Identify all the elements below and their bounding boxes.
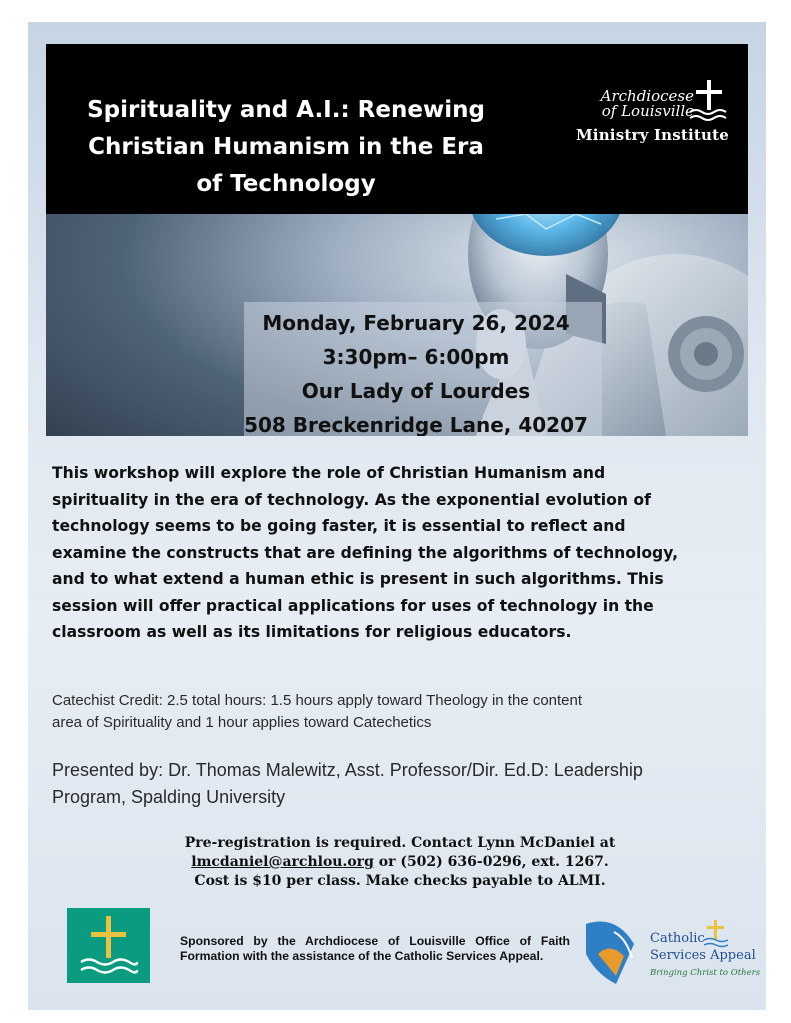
workshop-description xyxy=(52,460,742,646)
presenter-info xyxy=(52,757,752,811)
event-time: 3:30pm– 6:00pm xyxy=(322,345,510,369)
description-line: examine the constructs that are defining the algorithms of technology, xyxy=(52,543,679,562)
catechist-credit xyxy=(52,690,742,734)
contact-email-link[interactable]: lmcdaniel@archlou.org xyxy=(191,854,374,870)
logo-text-louisville: of Louisville xyxy=(601,102,694,120)
cross-icon xyxy=(688,78,732,124)
csa-name-line1: Catholic xyxy=(650,931,705,946)
title-line: of Technology xyxy=(196,171,376,197)
ministry-institute-logo xyxy=(574,78,744,148)
event-address: 508 Breckenridge Lane, 40207 xyxy=(244,413,588,436)
contact-phone: or (502) 636-0296, ext. 1267. xyxy=(373,854,609,870)
event-date: Monday, February 26, 2024 xyxy=(262,311,570,335)
green-cross-icon xyxy=(67,908,150,983)
event-place: Our Lady of Lourdes xyxy=(301,379,531,403)
description-line: classroom as well as its limitations for religious educators. xyxy=(52,623,572,641)
registration-line: Pre-registration is required. Contact Lynn McDaniel at xyxy=(184,835,616,851)
title-line: Christian Humanism in the Era xyxy=(88,134,484,160)
hero-image xyxy=(46,44,748,436)
registration-contact xyxy=(130,853,670,872)
title-line: Spirituality and A.I.: Renewing xyxy=(87,97,485,123)
event-details xyxy=(236,306,596,436)
credit-line: Catechist Credit: 2.5 total hours: 1.5 hours apply toward Theology in the content xyxy=(52,692,583,709)
csa-tagline: Bringing Christ to Others xyxy=(650,968,761,978)
sponsor-statement: Sponsored by the Archdiocese of Louisville Office of Faith Formation with the assistance of the Catholic Services Appeal. xyxy=(180,934,570,963)
description-line: This workshop will explore the role of Christian Humanism and xyxy=(52,464,606,482)
event-title xyxy=(66,92,506,203)
description-line: and to what extend a human ethic is present in such algorithms. This xyxy=(52,570,664,588)
logo-text-ministry: Ministry Institute xyxy=(576,126,730,144)
description-line: spirituality in the era of technology. As the exponential evolution of xyxy=(52,490,651,509)
registration-info xyxy=(130,834,670,891)
presenter-line: Presented by: Dr. Thomas Malewitz, Asst. Professor/Dir. Ed.D: Leadership xyxy=(52,760,643,780)
presenter-line: Program, Spalding University xyxy=(52,787,286,807)
credit-line: area of Spirituality and 1 hour applies toward Catechetics xyxy=(52,714,432,731)
registration-cost: Cost is $10 per class. Make checks payable to ALMI. xyxy=(194,873,606,889)
faith-formation-logo xyxy=(67,908,150,983)
logo-text-archdiocese: Archdiocese xyxy=(600,87,694,105)
csa-name-line2: Services Appeal xyxy=(650,948,756,963)
description-line: session will offer practical applications for uses of technology in the xyxy=(52,596,654,615)
description-line: technology seems to be going faster, it is essential to reflect and xyxy=(52,517,626,535)
